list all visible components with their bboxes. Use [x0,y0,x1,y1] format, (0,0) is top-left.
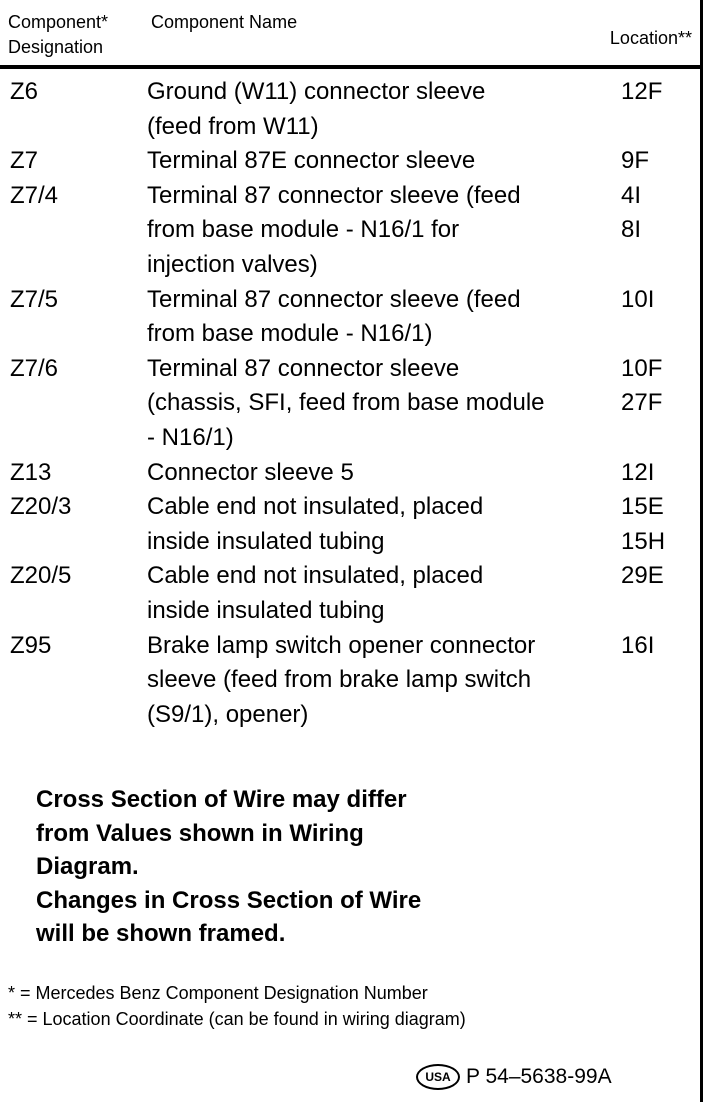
row-name: Connector sleeve 5 [147,458,354,486]
document-reference [416,1064,612,1090]
row-location: 10F 27F [621,354,663,417]
note-line: Cross Section of Wire may differ [36,786,407,813]
header-location: Location** [609,28,692,48]
row-location: 12F [621,78,663,105]
footnotes [8,980,688,1032]
note-line: Diagram. [36,853,139,880]
table-header [8,10,698,62]
header-designation: Component* Designation [8,12,109,57]
wire-cross-section-note [36,783,636,951]
table-row [10,75,700,144]
table-row [10,490,700,559]
row-designation: Z20/5 [10,562,72,590]
row-designation: Z7 [10,147,39,175]
row-designation: Z20/3 [10,493,72,521]
row-name: Cable end not insulated, placed inside insulated tubing [147,493,484,555]
table-row [10,179,700,283]
row-location: 15E 15H [621,493,666,555]
row-name: Brake lamp switch opener connector sleeve (feed from brake lamp switch (S9/1), opener) [147,631,536,728]
table-row [10,144,700,179]
row-location: 16I [621,631,655,659]
row-designation: Z7/4 [10,181,59,209]
row-name: Terminal 87 connector sleeve (feed from base module - N16/1 for injection valves) [147,181,521,278]
table-row [10,283,700,352]
row-location: 10I [621,285,655,313]
component-table [10,75,700,732]
document-code: P 54–5638-99A [466,1065,612,1088]
row-name: Terminal 87E connector sleeve [147,147,476,175]
row-designation: Z13 [10,458,52,486]
row-location: 12I [621,458,655,486]
header-divider [0,65,702,69]
row-location: 9F [621,147,650,175]
row-designation: Z95 [10,631,52,659]
usa-badge-icon: USA [416,1064,460,1090]
row-name: Ground (W11) connector sleeve (feed from W11) [147,78,486,140]
table-row [10,456,700,491]
table-row [10,352,700,456]
row-designation: Z6 [10,78,39,105]
table-row [10,559,700,628]
row-location: 4I 8I [621,181,642,244]
footnote-designation: * = Mercedes Benz Component Designation Number [8,983,428,1003]
row-designation: Z7/6 [10,354,59,382]
row-name: Terminal 87 connector sleeve (feed from base module - N16/1) [147,285,521,348]
footnote-location: ** = Location Coordinate (can be found in wiring diagram) [8,1009,466,1029]
header-name: Component Name [151,12,298,32]
note-line: will be shown framed. [36,920,286,947]
row-designation: Z7/5 [10,285,59,313]
row-name: Cable end not insulated, placed inside insulated tubing [147,562,484,624]
table-row [10,629,700,733]
row-name: Terminal 87 connector sleeve (chassis, SFI, feed from base module - N16/1) [147,354,545,451]
row-location: 29E [621,562,664,590]
note-line: from Values shown in Wiring [36,819,364,847]
right-border-line [700,0,703,1102]
note-line: Changes in Cross Section of Wire [36,886,422,914]
